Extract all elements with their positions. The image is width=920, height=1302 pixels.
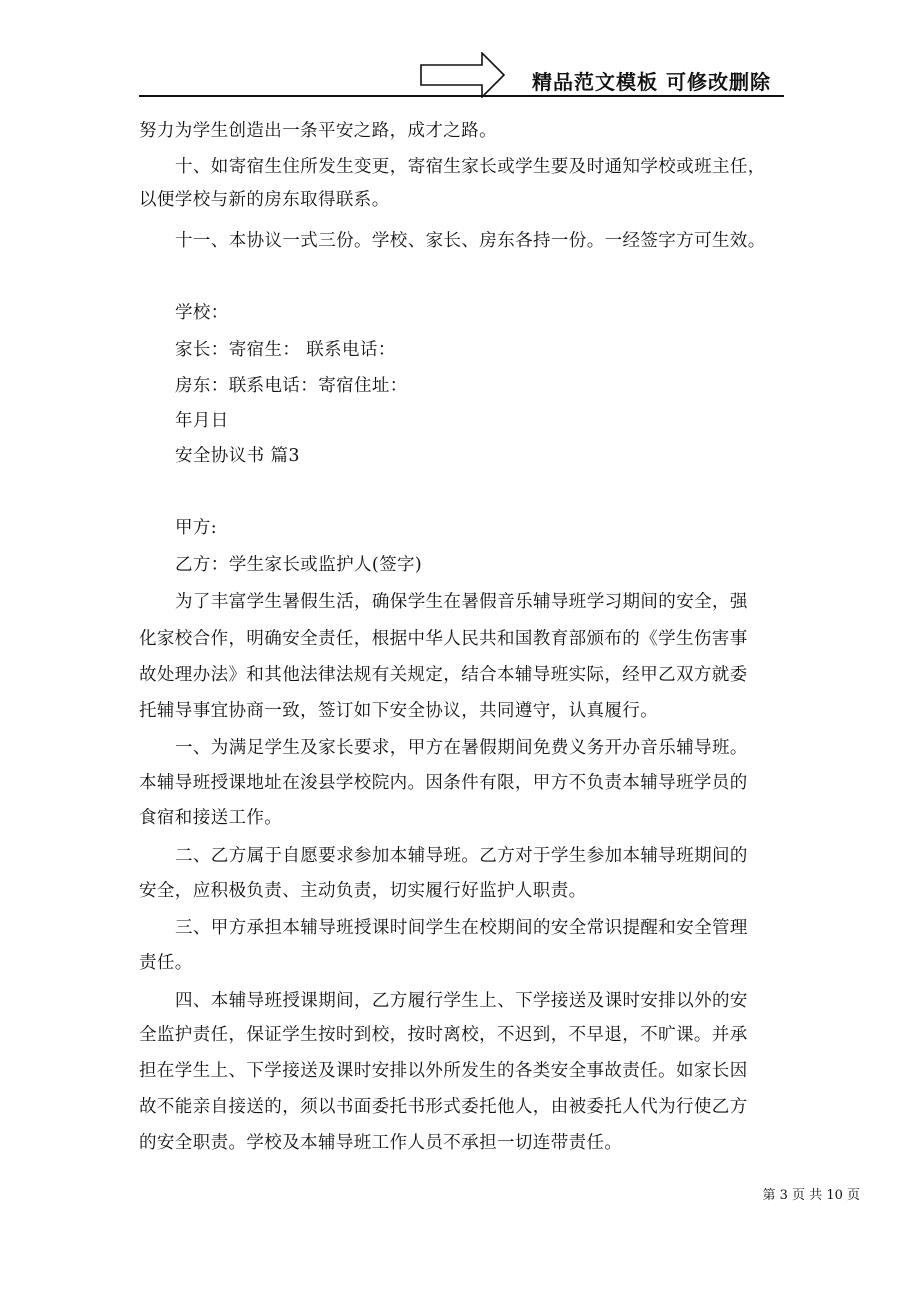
text-line: 为了丰富学生暑假生活，确保学生在暑假音乐辅导班学习期间的安全，强	[175, 592, 748, 612]
arrow-right-icon	[420, 52, 506, 98]
party-a: 甲方:	[175, 518, 218, 538]
text-line: 故不能亲自接送的，须以书面委托书形式委托他人，由被委托人代为行使乙方	[139, 1097, 748, 1117]
section-title: 安全协议书 篇3	[175, 446, 300, 466]
signature-line: 家长：寄宿生： 联系电话：	[175, 340, 396, 360]
text-line: 全监护责任，保证学生按时到校，按时离校，不迟到，不早退，不旷课。并承	[139, 1025, 748, 1045]
text-line: 食宿和接送工作。	[139, 808, 283, 828]
text-line: 二、乙方属于自愿要求参加本辅导班。乙方对于学生参加本辅导班期间的	[175, 846, 748, 866]
text-line: 三、甲方承担本辅导班授课时间学生在校期间的安全常识提醒和安全管理	[175, 918, 748, 938]
text-line: 安全，应积极负责、主动负责，切实履行好监护人职责。	[139, 881, 587, 901]
text-line: 四、本辅导班授课期间，乙方履行学生上、下学接送及课时安排以外的安	[175, 991, 748, 1011]
text-line: 努力为学生创造出一条平安之路，成才之路。	[139, 121, 497, 141]
signature-line: 房东：联系电话：寄宿住址：	[175, 376, 408, 396]
text-line: 责任。	[139, 953, 193, 973]
text-line: 本辅导班授课地址在浚县学校院内。因条件有限，甲方不负责本辅导班学员的	[139, 773, 748, 793]
text-line: 以便学校与新的房东取得联系。	[139, 190, 390, 210]
header-rule	[139, 95, 784, 97]
header-title: 精品范文模板 可修改删除	[532, 70, 771, 94]
text-line: 一、为满足学生及家长要求，甲方在暑假期间免费义务开办音乐辅导班。	[175, 738, 748, 758]
date-line: 年月日	[175, 411, 229, 431]
text-line: 故处理办法》和其他法律法规有关规定，结合本辅导班实际，经甲乙双方就委	[139, 665, 748, 685]
text-line: 担在学生上、下学接送及课时安排以外所发生的各类安全事故责任。如家长因	[139, 1061, 748, 1081]
text-line: 化家校合作，明确安全责任，根据中华人民共和国教育部颁布的《学生伤害事	[139, 629, 748, 649]
page-header	[0, 0, 920, 100]
text-line: 十一、本协议一式三份。学校、家长、房东各持一份。一经签字方可生效。	[175, 231, 766, 251]
text-line: 的安全职责。学校及本辅导班工作人员不承担一切连带责任。	[139, 1133, 623, 1153]
signature-line: 学校：	[175, 303, 229, 323]
text-line: 托辅导事宜协商一致，签订如下安全协议，共同遵守，认真履行。	[139, 701, 659, 721]
party-b: 乙方：学生家长或监护人(签字)	[175, 555, 423, 575]
text-line: 十、如寄宿生住所发生变更，寄宿生家长或学生要及时通知学校或班主任，	[175, 157, 766, 177]
page-number: 第 3 页 共 10 页	[762, 1188, 860, 1203]
